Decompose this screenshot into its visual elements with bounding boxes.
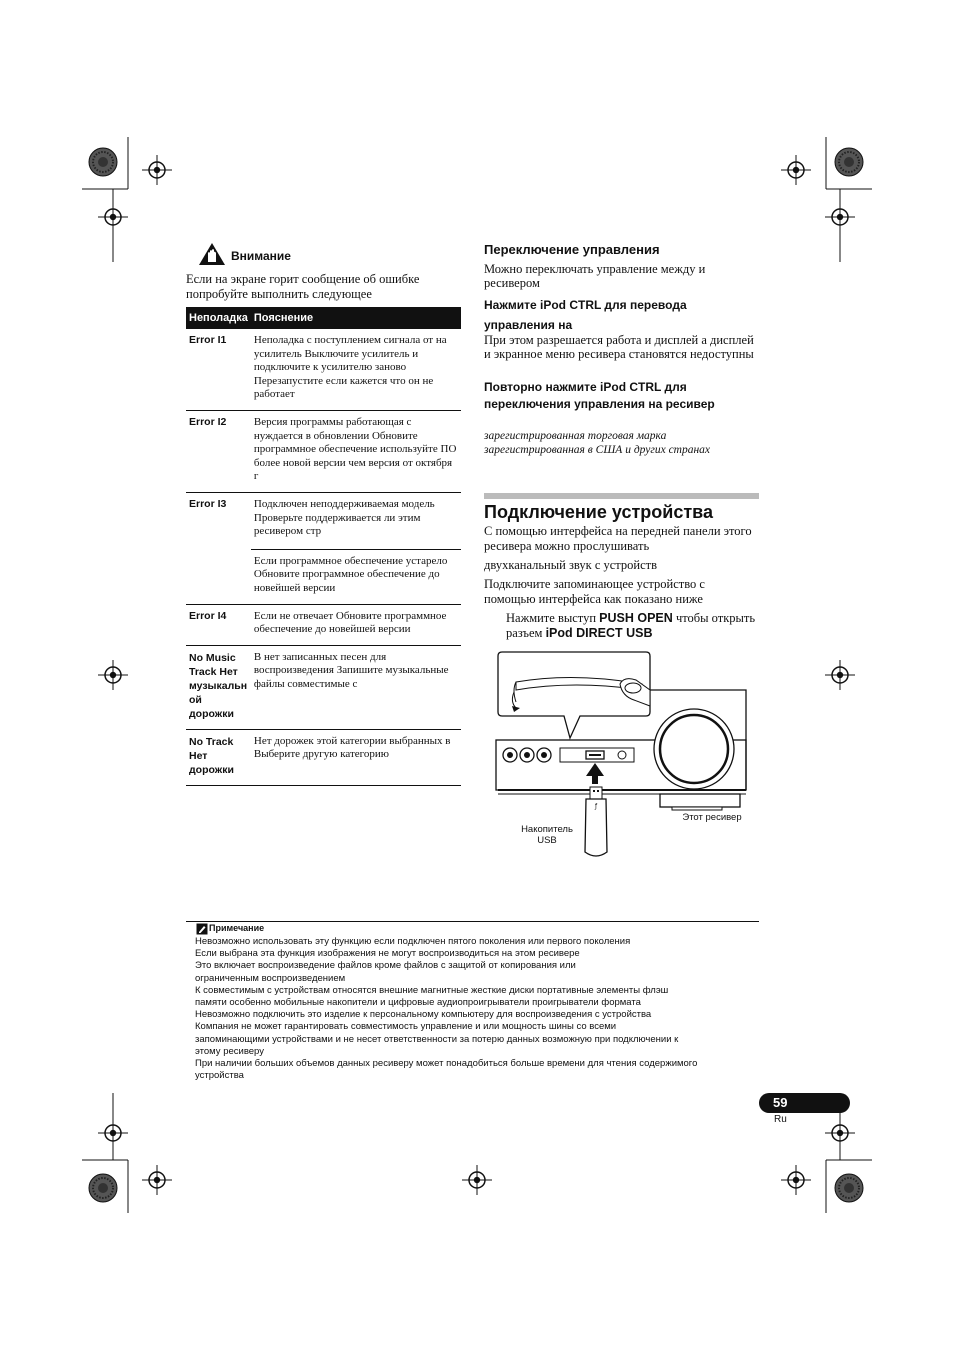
error-code: Error I4 <box>186 604 251 645</box>
note-line: Невозможно использовать эту функцию если подключен пятого поколения или первого поколения <box>195 936 631 947</box>
note-line: Это включает воспроизведение файлов кроме файлов с защитой от копирования или <box>195 960 576 972</box>
note-icon <box>196 923 208 935</box>
error-code: Error I1 <box>186 329 251 410</box>
note-line: этому ресиверу <box>195 1045 264 1057</box>
error-code: No Music Track Нет музыкальн ой дорожки <box>186 645 251 729</box>
error-table <box>186 307 461 786</box>
note-line: Невозможно подключить это изделие к персональному компьютеру для воспроизведения с устройства <box>195 1009 652 1021</box>
error-code: Error I2 <box>186 410 251 492</box>
note-line: памяти особенно мобильные накопители и цифровые аудиопроигрыватели проигрыватели формата <box>195 997 641 1009</box>
table-row <box>186 729 461 785</box>
page-number: 59 <box>773 1095 788 1110</box>
panel-jacks <box>503 748 634 762</box>
table-row <box>186 492 461 549</box>
usb-drive-label: Накопитель USB <box>521 824 573 846</box>
caution-intro: Если на экране горит сообщение об ошибке попробуйте выполнить следующее <box>186 272 420 301</box>
page-number-badge <box>759 1093 850 1113</box>
step-2: Повторно нажмите iPod CTRL для переключения управления на ресивер <box>484 380 715 411</box>
instruction-text: Нажмите выступ <box>506 611 600 625</box>
column-header-problem: Неполадка <box>186 307 251 329</box>
step-1-result: При этом разрешается работа и дисплей а дисплей и экранное меню ресивера становятся недоступны <box>484 333 754 361</box>
error-explanation: Неполадка с поступлением сигнала от на усилитель Выключите усилитель и подключите к усилителю заново Перезапустите если кажется что он не работает <box>251 329 461 410</box>
error-explanation: Если не отвечает Обновите программное обеспечение до новейшей версии <box>251 604 461 645</box>
note-line: При наличии больших объемов данных ресиверу может понадобиться больше времени для чтения содержимого <box>195 1058 698 1070</box>
column-header-explanation: Пояснение <box>251 307 461 329</box>
language-code: Ru <box>774 1114 787 1125</box>
note-body <box>195 936 760 1082</box>
error-code: No Track Нет дорожки <box>186 729 251 785</box>
note-title: Примечание <box>209 923 265 933</box>
table-row <box>186 410 461 492</box>
switch-control-intro: Можно переключать управление между и ресивером <box>484 262 706 290</box>
warning-icon <box>198 242 226 266</box>
instruction-text: чтобы открыть разъем <box>506 611 756 640</box>
connect-paragraph-3: Подключите запоминающее устройство с помощью интерфейса как показано ниже <box>484 577 705 606</box>
receiver-label: Этот ресивер <box>682 812 742 823</box>
table-row <box>186 329 461 410</box>
table-row <box>186 645 461 729</box>
push-open-label: PUSH OPEN <box>599 611 673 625</box>
step-1: Нажмите iPod CTRL для перевода управления на <box>484 298 687 332</box>
error-explanation: Версия программы работающая с нуждается в обновлении Обновите программное обеспечение используйте ПО более новой версии чем версия от октября г <box>251 410 461 492</box>
error-explanation: Если программное обеспечение устарело Обновите программное обеспечение до новейшей версии <box>251 549 461 604</box>
note-line: К совместимым с устройствам относятся внешние магнитные жесткие диски портативные элементы флэш <box>195 984 669 996</box>
svg-text:ƒ: ƒ <box>594 803 598 810</box>
error-code: Error I3 <box>186 492 251 604</box>
connect-paragraph-2: двухканальный звук с устройств <box>484 558 658 572</box>
note-divider <box>186 921 759 922</box>
ipod-direct-usb-label: iPod DIRECT USB <box>545 626 653 640</box>
note-line: Компания не может гарантировать совместимость управление и или мощность шины со всеми <box>195 1021 617 1033</box>
note-line: Если выбрана эта функция изображения не могут воспроизводиться на этом ресивере <box>195 948 580 960</box>
note-line: ограниченным воспроизведением <box>195 972 346 984</box>
table-row <box>186 604 461 645</box>
caution-title: Внимание <box>231 249 291 263</box>
trademark-note: зарегистрированная торговая марка зарегистрированная в США и других странах <box>484 430 711 456</box>
error-explanation: Подключен неподдерживаемая модель Проверьте поддерживается ли этим ресивером стр <box>253 497 435 538</box>
connect-paragraph-1: С помощью интерфейса на передней панели этого ресивера можно прослушивать <box>484 524 752 553</box>
note-line: устройства <box>195 1070 244 1082</box>
error-explanation: В нет записанных песен для воспроизведения Запишите музыкальные файлы совместимые с <box>251 645 461 729</box>
section-divider <box>484 493 759 499</box>
connect-instruction <box>506 611 756 641</box>
error-explanation: Нет дорожек этой категории выбранных в Выберите другую категорию <box>251 729 461 785</box>
connect-device-heading: Подключение устройства <box>484 502 713 522</box>
note-line: запоминающими устройствами и не несет ответственности за потерю данных возможную при подключении к <box>195 1033 679 1045</box>
switch-control-heading: Переключение управления <box>484 242 660 257</box>
